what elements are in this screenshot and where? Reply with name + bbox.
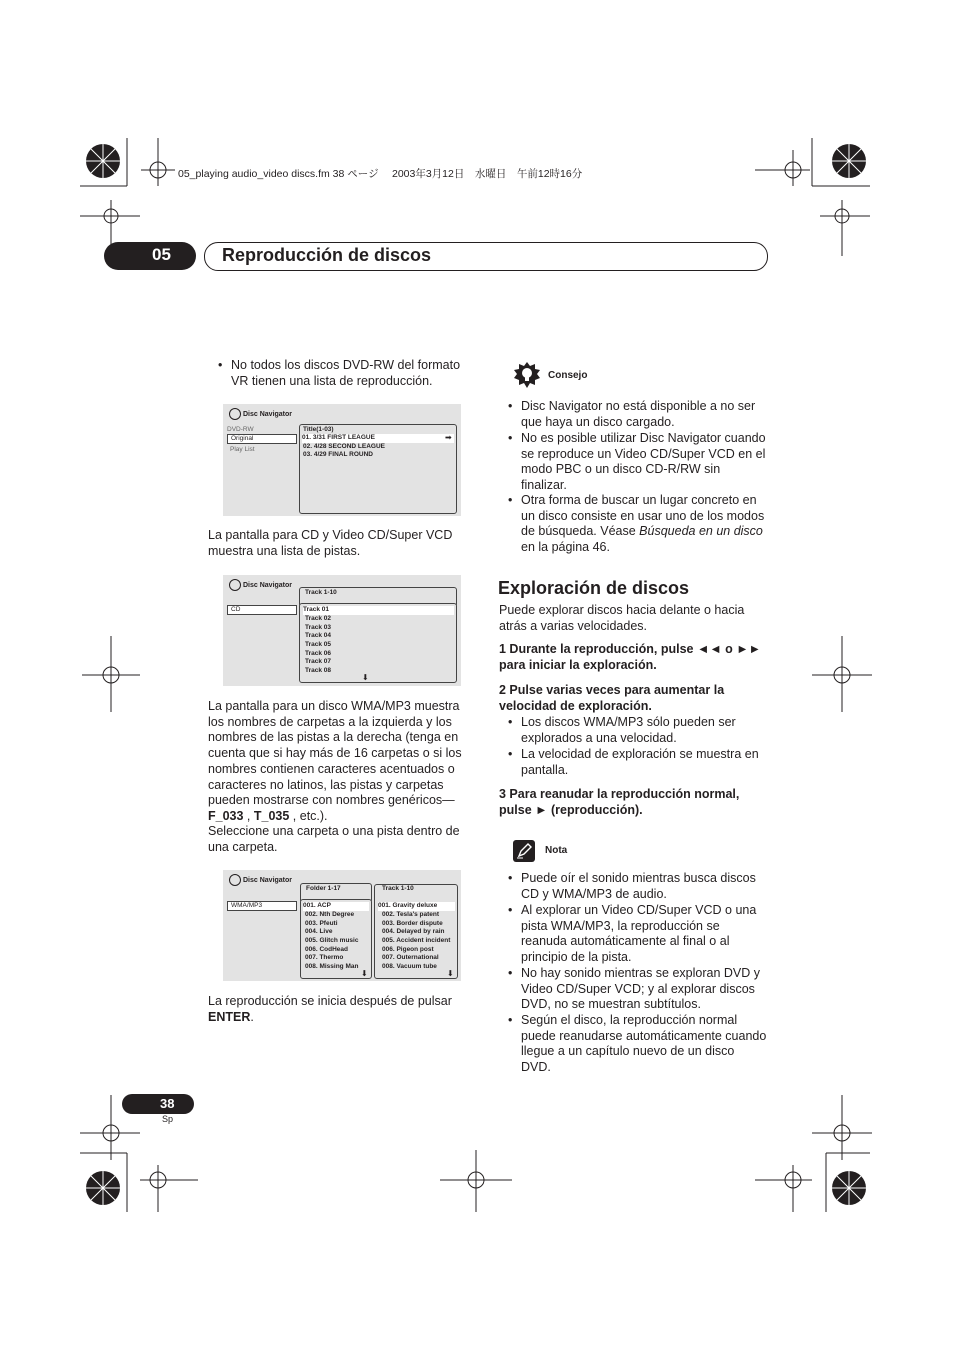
note-item: • Puede oír el sonido mientras busca discos CD y WMA/MP3 de audio. xyxy=(521,871,767,902)
track-item[interactable]: 006. Pigeon post xyxy=(382,946,434,953)
screen-wma-mp3 xyxy=(223,870,461,981)
track-item[interactable]: 008. Vacuum tube xyxy=(382,963,437,970)
list-item[interactable]: Track 05 xyxy=(305,641,332,648)
para-enter xyxy=(208,994,476,1025)
para-wma-mp3-end: , etc.). xyxy=(289,808,328,823)
para-wma-mp3 xyxy=(208,699,476,825)
arrow-down-icon: ⬇ xyxy=(362,673,369,682)
folder-title: Folder 1-17 xyxy=(306,885,341,892)
list-item[interactable]: Track 07 xyxy=(305,658,332,665)
note-item: • No hay sonido mientras se exploran DVD y Video CD/Super VCD; y al explorar discos DVD, no se muestran subtítulos. xyxy=(521,966,767,1013)
disc-icon xyxy=(229,874,241,886)
para-wma-mp3-text: La pantalla para un disco WMA/MP3 muestra los nombres de carpetas a la izquierda y los nombres de las pistas a la derecha (tenga en cuenta que si hay más de 16 carpetas o si los nombres contienen caracteres acentuados o caracteres no latinos, las pistas y carpetas pueden mostrarse con nombres genéricos— xyxy=(208,699,462,808)
section-title: Exploración de discos xyxy=(498,578,690,598)
screen-dvdrw xyxy=(223,404,461,516)
folder-item[interactable]: 001. ACP xyxy=(303,902,369,911)
folder-item[interactable]: 004. Live xyxy=(305,928,333,935)
chapter-number: 05 xyxy=(152,245,171,264)
note-icon xyxy=(513,840,535,862)
file-header: 05_playing audio_video discs.fm 38 ページ 2003年3月12日 水曜日 午前12時16分 xyxy=(178,168,583,180)
panel-title: Title(1-03) xyxy=(303,426,334,433)
screen-header-label: Disc Navigator xyxy=(243,581,293,589)
step2-bullet: • La velocidad de exploración se muestra en pantalla. xyxy=(521,747,767,778)
para-cd-list: La pantalla para CD y Video CD/Super VCD muestra una lista de pistas. xyxy=(208,528,453,558)
side-selected[interactable]: WMA/MP3 xyxy=(227,901,297,911)
para-select-folder: Seleccione una carpeta o una pista dentro de una carpeta. xyxy=(208,824,460,854)
nota-label: Nota xyxy=(545,845,568,856)
panel-title: Track 1-10 xyxy=(305,589,337,596)
chapter-title: Reproducción de discos xyxy=(222,245,432,265)
track-item[interactable]: 004. Delayed by rain xyxy=(382,928,445,935)
list-item[interactable]: Track 01 xyxy=(303,606,454,615)
tip-link: Búsqueda en un disco xyxy=(639,524,763,539)
screen-header-label: Disc Navigator xyxy=(243,876,293,884)
track-item[interactable]: 005. Accident incident xyxy=(382,937,451,944)
track-item[interactable]: 007. Outernational xyxy=(382,954,439,961)
arrow-down-icon: ⬇ xyxy=(361,969,368,978)
screen-header-label: Disc Navigator xyxy=(243,410,293,418)
key-enter: ENTER xyxy=(208,1009,251,1024)
tip-text: Otra forma de buscar un lugar concreto en un disco consiste en usar uno de los modos de búsqueda. Véase xyxy=(521,493,765,539)
tip-item: • Disc Navigator no está disponible a no ser que haya un disco cargado. xyxy=(521,399,767,430)
pencil-icon xyxy=(513,840,535,862)
folder-item[interactable]: 007. Thermo xyxy=(305,954,344,961)
folder-item[interactable]: 005. Glitch music xyxy=(305,937,359,944)
list-item[interactable]: 03. 4/29 FINAL ROUND xyxy=(303,451,373,458)
folder-item[interactable]: 006. CodHead xyxy=(305,946,348,953)
chapter-tab xyxy=(104,242,196,270)
side-selected[interactable]: Original xyxy=(227,434,297,444)
consejo-label: Consejo xyxy=(548,370,588,381)
note-item: • Según el disco, la reproducción normal puede reanudarse automáticamente cuando llegue a un capítulo nuevo de un disco DVD. xyxy=(521,1013,767,1076)
list-item[interactable]: Track 08 xyxy=(305,667,332,674)
step2-bullet: • Los discos WMA/MP3 sólo pueden ser explorados a una velocidad. xyxy=(521,715,767,746)
list-item[interactable]: Track 02 xyxy=(305,615,332,622)
step-1: 1 Durante la reproducción, pulse ◄◄ o ►► para iniciar la exploración. xyxy=(499,642,762,672)
page-number: 38 xyxy=(160,1096,175,1111)
page-language: Sp xyxy=(162,1114,174,1124)
track-title: Track 1-10 xyxy=(382,885,414,892)
step-2: 2 Pulse varias veces para aumentar la velocidad de exploración. xyxy=(499,683,725,713)
disc-icon xyxy=(229,408,241,420)
tip-item: • No es posible utilizar Disc Navigator cuando se reproduce un Video CD/Super VCD en el modo PBC o un disco CD-R/RW sin finalizar. xyxy=(521,431,767,494)
screen-header xyxy=(229,874,292,886)
list-item[interactable]: Track 06 xyxy=(305,650,332,657)
folder-item[interactable]: 002. Nth Degree xyxy=(305,911,355,918)
list-item[interactable]: Track 04 xyxy=(305,632,332,639)
folder-item[interactable]: 008. Missing Man xyxy=(305,963,359,970)
note-item: • Al explorar un Video CD/Super VCD o una pista WMA/MP3, la reproducción se reanuda automáticamente al final o al principio de la pista. xyxy=(521,903,767,966)
track-item[interactable]: 002. Tesla's patent xyxy=(382,911,440,918)
side-selected[interactable]: CD xyxy=(227,605,297,615)
arrow-down-icon: ⬇ xyxy=(447,969,454,978)
screen-header xyxy=(229,408,292,420)
code-f033: F_033 xyxy=(208,808,244,823)
list-item[interactable]: 02. 4/28 SECOND LEAGUE xyxy=(303,443,385,450)
screen-header xyxy=(229,579,292,591)
disc-icon xyxy=(229,579,241,591)
code-t035: T_035 xyxy=(253,808,290,823)
screen-cd xyxy=(223,575,461,686)
tip-end: en la página 46. xyxy=(521,540,610,555)
list-item[interactable]: 01. 3/31 FIRST LEAGUE xyxy=(302,434,454,443)
tip-item xyxy=(521,493,767,556)
arrow-right-icon: ➡ xyxy=(445,433,452,442)
page-number-tab xyxy=(122,1094,194,1114)
section-intro: Puede explorar discos hacia delante o hacia atrás a varias velocidades. xyxy=(499,603,745,633)
side-label: DVD-RW xyxy=(227,426,254,433)
track-item[interactable]: 003. Border dispute xyxy=(382,920,443,927)
bullet-vr-playlist: • No todos los discos DVD-RW del formato VR tienen una lista de reproducción. xyxy=(231,358,476,389)
lightbulb-icon xyxy=(513,362,541,390)
side-other[interactable]: Play List xyxy=(230,446,255,453)
step-3: 3 Para reanudar la reproducción normal, pulse ► (reproducción). xyxy=(499,787,740,817)
code-sep: , xyxy=(243,808,254,823)
para-enter-text: La reproducción se inicia después de pulsar xyxy=(208,994,452,1008)
list-item[interactable]: Track 03 xyxy=(305,624,332,631)
para-enter-end: . xyxy=(250,1009,254,1024)
folder-item[interactable]: 003. Pfeuti xyxy=(305,920,338,927)
track-item[interactable]: 001. Gravity deluxe xyxy=(378,902,455,911)
